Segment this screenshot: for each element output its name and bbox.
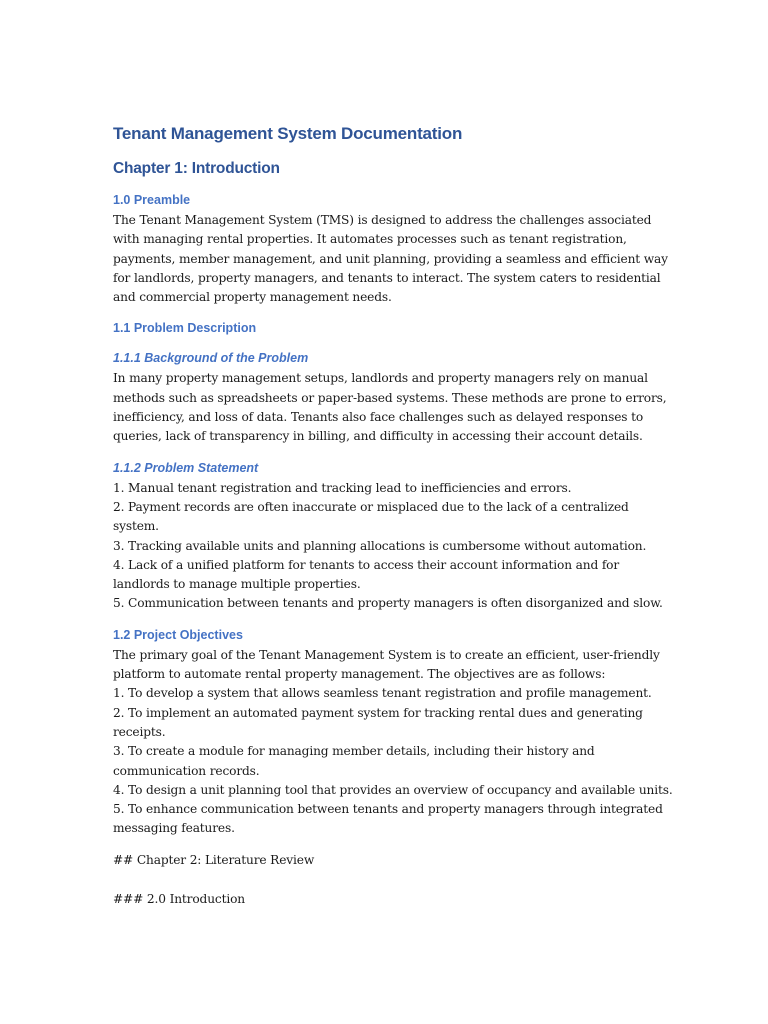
list-item: 1. Manual tenant registration and tracking lead to inefficiencies and errors. — [113, 480, 572, 495]
preamble-text: The Tenant Management System (TMS) is designed to address the challenges associated with managing rental properties. It automates processes such as tenant registration, payments, member management, and unit planning, providing a seamless and efficient way for landlords, property managers, and tenants to interact. The system caters to residential and commercial property management needs. — [113, 213, 668, 305]
problem-description-heading: 1.1 Problem Description — [113, 321, 257, 336]
list-item: 2. To implement an automated payment system for tracking rental dues and generating receipts. — [113, 705, 643, 739]
list-item: 3. Tracking available units and planning allocations is cumbersome without automation. — [113, 538, 647, 553]
chapter-2-markdown-line: ## Chapter 2: Literature Review — [113, 852, 315, 867]
problem-statement-heading: 1.1.2 Problem Statement — [113, 460, 259, 475]
problem-statement-list — [113, 479, 673, 614]
background-heading: 1.1.1 Background of the Problem — [113, 351, 309, 366]
list-item: 2. Payment records are often inaccurate or misplaced due to the lack of a centralized system. — [113, 499, 629, 534]
preamble-heading: 1.0 Preamble — [113, 193, 191, 207]
document-title: Tenant Management System Documentation — [113, 124, 463, 143]
chapter-1-title: Chapter 1: Introduction — [113, 160, 280, 177]
objectives-list — [113, 684, 673, 838]
list-item: 5. To enhance communication between tenants and property managers through integrated messaging features. — [113, 802, 663, 836]
section-2-0-markdown-line: ### 2.0 Introduction — [113, 892, 245, 907]
objectives-intro: The primary goal of the Tenant Management System is to create an efficient, user-friendly platform to automate rental property management. The objectives are as follows: — [113, 647, 660, 682]
list-item: 4. To design a unit planning tool that provides an overview of occupancy and available units. — [113, 782, 673, 797]
background-text: In many property management setups, landlords and property managers rely on manual methods such as spreadsheets or paper-based systems. These methods are prone to errors, inefficiency, and loss of data. Tenants also face challenges such as delayed responses to queries, lack of transparency in billing, and difficulty in accessing their account details. — [113, 371, 667, 444]
list-item: 3. To create a module for managing member details, including their history and communication records. — [113, 744, 595, 778]
list-item: 4. Lack of a unified platform for tenants to access their account information and for landlords to manage multiple properties. — [113, 557, 620, 592]
objectives-heading: 1.2 Project Objectives — [113, 627, 243, 642]
list-item: 5. Communication between tenants and property managers is often disorganized and slow. — [113, 596, 663, 611]
document-page — [113, 122, 673, 909]
list-item: 1. To develop a system that allows seamless tenant registration and profile management. — [113, 686, 652, 701]
